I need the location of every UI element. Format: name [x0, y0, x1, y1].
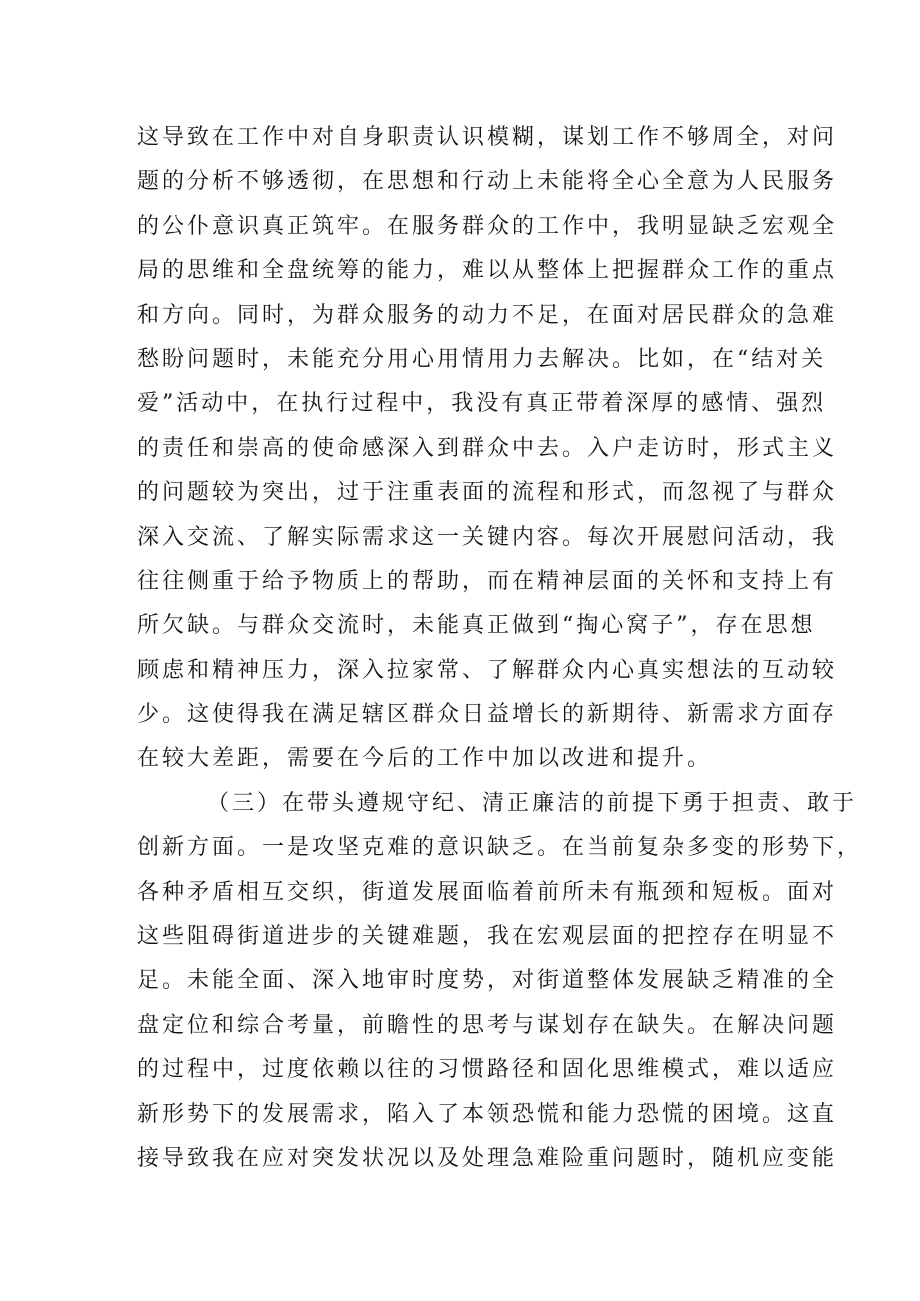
- text-line: 的问题较为突出，过于注重表面的流程和形式，而忽视了与群众: [137, 480, 838, 506]
- text-line: 盘定位和综合考量，前瞻性的思考与谋划存在缺失。在解决问题: [137, 1012, 838, 1038]
- text-line: 少。这使得我在满足辖区群众日益增长的新期待、新需求方面存: [137, 702, 838, 728]
- text-line: 爱”活动中，在执行过程中，我没有真正带着深厚的感情、强烈: [137, 391, 827, 417]
- text-line: 新形势下的发展需求，陷入了本领恐慌和能力恐慌的困境。这直: [137, 1101, 838, 1127]
- text-line: 的公仆意识真正筑牢。在服务群众的工作中，我明显缺乏宏观全: [137, 213, 838, 239]
- text-line: 的责任和崇高的使命感深入到群众中去。入户走访时，形式主义: [137, 435, 838, 461]
- text-line: 这些阻碍街道进步的关键难题，我在宏观层面的把控存在明显不: [137, 924, 838, 950]
- text-line: 各种矛盾相互交织，街道发展面临着前所未有瓶颈和短板。面对: [137, 879, 838, 905]
- body-text: [137, 116, 863, 1181]
- text-line: 顾虑和精神压力，深入拉家常、了解群众内心真实想法的互动较: [137, 657, 838, 683]
- text-line: 在较大差距，需要在今后的工作中加以改进和提升。: [137, 746, 713, 772]
- text-line: 这导致在工作中对自身职责认识模糊，谋划工作不够周全，对问: [137, 125, 838, 150]
- paragraph-1: [137, 116, 838, 782]
- section-heading-line: （三）在带头遵规守纪、清正廉洁的前提下勇于担责、敢于: [207, 790, 858, 816]
- text-line: 局的思维和全盘统筹的能力，难以从整体上把握群众工作的重点: [137, 258, 838, 284]
- text-line: 深入交流、了解实际需求这一关键内容。每次开展慰问活动，我: [137, 524, 838, 550]
- text-line: 往往侧重于给予物质上的帮助，而在精神层面的关怀和支持上有: [137, 568, 838, 594]
- text-line: 足。未能全面、深入地审时度势，对街道整体发展缺乏精准的全: [137, 968, 838, 994]
- text-line: 愁盼问题时，未能充分用心用情用力去解决。比如，在“结对关: [137, 346, 827, 372]
- paragraph-2: [137, 782, 863, 1182]
- text-line: 所欠缺。与群众交流时，未能真正做到“掏心窝子”，存在思想: [137, 613, 816, 639]
- text-line: 题的分析不够透彻，在思想和行动上未能将全心全意为人民服务: [137, 169, 838, 195]
- text-line: 接导致我在应对突发状况以及处理急难险重问题时，随机应变能: [137, 1145, 838, 1171]
- text-line: 和方向。同时，为群众服务的动力不足，在面对居民群众的急难: [137, 302, 838, 328]
- text-line: 的过程中，过度依赖以往的习惯路径和固化思维模式，难以适应: [137, 1057, 838, 1083]
- text-line: 创新方面。一是攻坚克难的意识缺乏。在当前复杂多变的形势下，: [137, 835, 863, 861]
